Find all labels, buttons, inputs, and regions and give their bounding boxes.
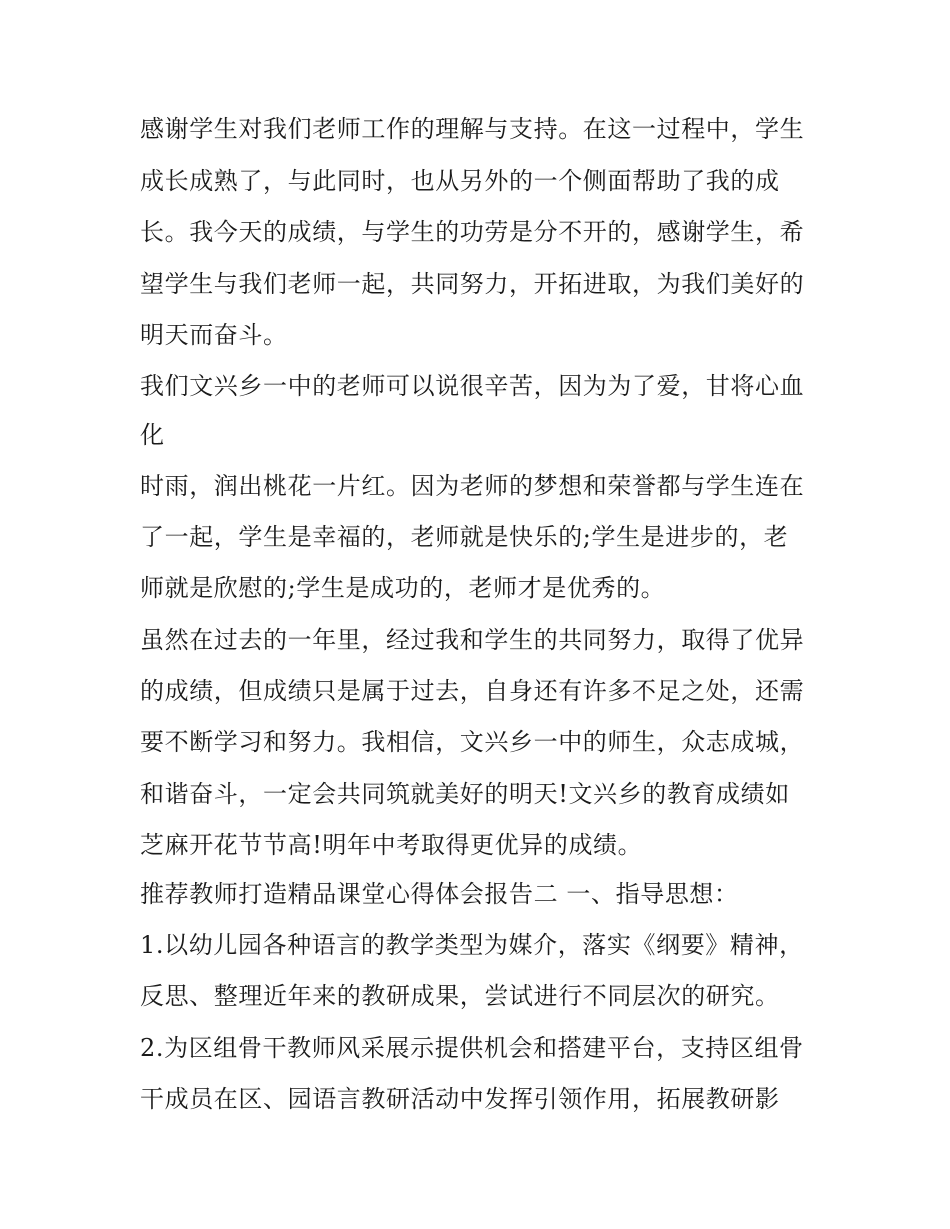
text-line-11: 虽然在过去的一年里，经过我和学生的共同努力，取得了优异 [140,626,805,654]
text-line-16: 推荐教师打造精品课堂心得体会报告二 一、指导思想： [140,880,739,908]
text-line-18: 反思、整理近年来的教研成果，尝试进行不同层次的研究。 [140,982,780,1010]
text-line-7: 化 [140,421,165,449]
text-line-2: 成长成熟了，与此同时，也从另外的一个侧面帮助了我的成 [140,167,780,195]
text-line-3: 长。我今天的成绩，与学生的功劳是分不开的，感谢学生，希 [140,218,805,246]
text-line-17: 1.以幼儿园各种语言的教学类型为媒介，落实《纲要》精神， [140,931,804,959]
text-line-1: 感谢学生对我们老师工作的理解与支持。在这一过程中，学生 [140,115,805,143]
text-line-20: 干成员在区、园语言教研活动中发挥引领作用，拓展教研影 [140,1085,780,1113]
text-line-12: 的成绩，但成绩只是属于过去，自身还有许多不足之处，还需 [140,677,805,705]
text-line-19: 2.为区组骨干教师风采展示提供机会和搭建平台，支持区组骨 [140,1034,804,1062]
text-line-15: 芝麻开花节节高!明年中考取得更优异的成绩。 [140,831,643,859]
text-line-6: 我们文兴乡一中的老师可以说很辛苦，因为为了爱，甘将心血 [140,372,805,400]
text-line-13: 要不断学习和努力。我相信，文兴乡一中的师生，众志成城， [140,728,805,756]
text-line-5: 明天而奋斗。 [140,321,288,349]
text-line-14: 和谐奋斗，一定会共同筑就美好的明天!文兴乡的教育成绩如 [140,780,790,808]
text-line-9: 了一起，学生是幸福的，老师就是快乐的;学生是进步的，老 [140,523,789,551]
text-line-8: 时雨，润出桃花一片红。因为老师的梦想和荣誉都与学生连在 [140,472,805,500]
text-line-4: 望学生与我们老师一起，共同努力，开拓进取，为我们美好的 [140,270,805,298]
text-line-10: 师就是欣慰的;学生是成功的，老师才是优秀的。 [140,574,666,602]
